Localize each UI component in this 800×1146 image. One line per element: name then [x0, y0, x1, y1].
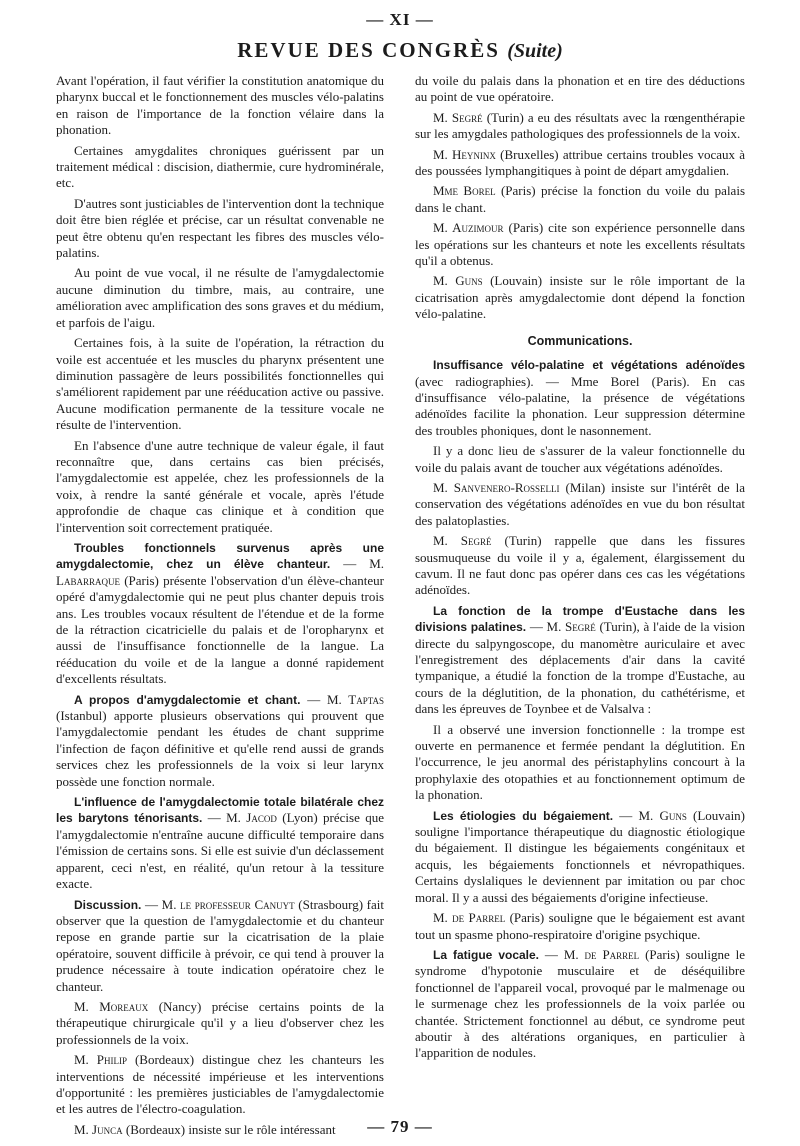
paragraph: [56, 438, 384, 536]
author-name: M. Sanvenero-Rosselli: [433, 479, 560, 495]
author-name: M. de Parrel: [433, 910, 506, 926]
rubric-title: A propos d'amygdalectomie et chant.: [74, 692, 301, 707]
page-number: — 79 —: [367, 1117, 433, 1136]
paragraph: [415, 533, 745, 599]
paragraph: [415, 110, 745, 143]
paragraph-text: (Paris) souligne le syndrome d'hypotonie musculaire et de déséquilibre fonctionnel de l'appareil vocal, provoqué par le malmenage ou le surmenage chez les professionnels de la voix parlée ou chantée. Strictement fonctionnel au début, ce syndrome peut aboutir à des altérations organiques, en particulier à l'apparition de nodules.: [415, 946, 745, 1061]
rubric-title: Troubles fonctionnels survenus après une amygdalectomie, chez un élève chanteur.: [56, 540, 384, 572]
paragraph-text: D'autres sont justiciables de l'intervention dont la technique doit être bien réglée et précise, car un résultat convenable ne peut être obtenu qu'en respectant les fibres des muscles vélo-palatins.: [56, 195, 384, 261]
paragraph: [415, 183, 745, 216]
author-name: M. Philip: [74, 1052, 127, 1068]
paragraph: [415, 147, 745, 180]
author-name: M. Junca: [74, 1121, 123, 1137]
paragraph-text: (Turin) rappelle que dans les fissures sousmuqueuse du voile il y a, également, élargissement du cavum. Il ne faut donc pas opérer dans ces cas les végétations adénoïdes.: [415, 533, 746, 598]
author-name: M. Heyninx: [433, 146, 496, 162]
paragraph: [415, 273, 745, 322]
paragraph: La fatigue vocale. — M. de Parrel (Paris) souligne le syndrome d'hypotonie musculaire et de déséquilibre fonctionnel de l'appareil vocal, provoqué par le malmenage ou le surmenage chez les professionnels de la voix parlée ou chantée. Strictement fonctionnel au début, ce syndrome peut aboutir à des altérations organiques, en particulier à l'apparition de nodules.: [415, 946, 745, 1061]
section-heading: Communications.: [527, 333, 633, 348]
rubric-title: L'influence de l'amygdalectomie totale bilatérale chez les barytons ténorisants.: [56, 795, 384, 826]
paragraph-text: (Bordeaux) insiste sur le rôle intéressant: [125, 1121, 336, 1137]
paragraph: L'influence de l'amygdalectomie totale bilatérale chez les barytons ténorisants. — M. Jacod (Lyon) précise que l'amygdalectomie n'entraîne aucune difficulté temporaire dans l'émission de certains sons. Si elle est suivie d'un déclassement apparent, ceci n'est, en réalité, qu'un retour à la tessiture exacte.: [56, 795, 385, 892]
author-name: M. Moreaux: [74, 998, 149, 1014]
roman-page-number: — XI —: [366, 10, 434, 29]
paragraph-text: (Istanbul) apporte plusieurs observations qui prouvent que l'amygdalectomie pendant les études de chant supprime l'infection de façon définitive et qu'elle rend aussi de grands services chez les professionnels de la voix si leur larynx possède une fonction normale.: [56, 708, 384, 789]
paragraph: Discussion. — M. le professeur Canuyt (Strasbourg) fait observer que la question de l'amygdalectomie et du chanteur repose en grande partie sur la cicatrisation de la plaie opératoire, souvent difficile à prévoir, ce qui tend à prouver la prudence nécessaire à toute indication opératoire chez le chanteur.: [56, 896, 385, 994]
author-name: M. Auzimour: [433, 220, 504, 236]
rubric-title: La fonction de la trompe d'Eustache dans les divisions palatines.: [415, 603, 745, 635]
author-name: M. Taptas: [326, 691, 385, 707]
paragraph-text: Certaines fois, à la suite de l'opération, la rétraction du voile est accentuée et les muscles du pharynx présentent une diminution passagère de leurs possibilités fonctionnelles qui s'améliorent rapidement par une rééducation active ou passive. Aucune modification permanente de la tessiture vocale ne résulte de l'intervention.: [56, 335, 384, 433]
paragraph-text: (avec radiographies). — Mme Borel (Paris). En cas d'insuffisance vélo-palatine, la présence de végétations adénoïdes facilite la phonation. Leur suppression détermine des troubles phoniques, dont le nasonnement.: [415, 373, 745, 438]
author-name: M. Segré: [546, 619, 596, 635]
paragraph: La fonction de la trompe d'Eustache dans les divisions palatines. — M. Segré (Turin), à l'aide de la vision directe du salpyngoscope, du manomètre auriculaire et avec l'enregistrement des déplacements d'air dans la cavité tympanique, a étudié la fonction de la trompe d'Eustache, au cours de la déglutition, de la phonation, du cathétérisme, et dans les épreuves de Toynbee et de Valsalva :: [415, 603, 746, 717]
author-name: M. de Parrel: [563, 946, 640, 962]
paragraph-text: (Turin) a eu des résultats avec la rœngenthérapie sur les amygdales pathologiques des professionnels de la voix.: [415, 109, 745, 142]
paragraph: [56, 999, 384, 1048]
author-name: M. Jacod: [226, 810, 277, 826]
paragraph-text: Certaines amygdalites chroniques guérissent par un traitement médical : discision, diathermie, cure hydrominérale, etc.: [56, 142, 384, 191]
paragraph-text: (Louvain) insiste sur le rôle important de la cicatrisation après amygdalectomie dont dépend la fonction vélo-palatine.: [415, 273, 746, 322]
paragraph-text: (Louvain) souligne l'importance thérapeutique du diagnostic étiologique du bégaiement. Il distingue les bégaiements congénitaux et acquis, les bégaiements fonctionnels et névropathiques. Certains dyslaliques le deviennent par imitation ou par choc moral. Il y a aussi des bégaiements d'origine infectieuse.: [415, 807, 746, 905]
paragraph-text: (Bruxelles) attribue certains troubles vocaux à des poussées lymphangitiques à point de départ amygdalien.: [415, 146, 745, 179]
paragraph: A propos d'amygdalectomie et chant. — M. Taptas (Istanbul) apporte plusieurs observations qui prouvent que l'amygdalectomie pendant les études de chant supprime l'infection de façon définitive et qu'elle rend aussi de grands services chez les professionnels de la voix si leur larynx possède une fonction normale.: [56, 691, 385, 789]
paragraph: [56, 196, 384, 262]
author-name: M. le professeur Canuyt: [161, 896, 295, 912]
rubric-title: Discussion.: [74, 897, 142, 912]
author-name: M. Guns: [638, 807, 687, 823]
paragraph: [415, 73, 745, 106]
author-name: M. Segré: [433, 109, 483, 125]
paragraph: [415, 480, 745, 529]
paragraph: [56, 73, 384, 139]
rubric-title: Insuffisance vélo-palatine et végétations adénoïdes: [433, 358, 745, 373]
paragraph-text: Il y a donc lieu de s'assurer de la valeur fonctionnelle du voile du palais avant de toucher aux végétations adénoïdes.: [415, 443, 745, 475]
paragraph: [56, 265, 384, 331]
paragraph: [415, 722, 745, 804]
running-title: [0, 38, 800, 63]
author-name: M. Labarraque: [56, 556, 384, 588]
paragraph: [415, 220, 745, 269]
running-title-suffix: (Suite): [507, 40, 563, 62]
running-title-text: REVUE DES CONGRÈS: [237, 38, 500, 62]
paragraph-text: (Lyon) précise que l'amygdalectomie n'entraîne aucune difficulté temporaire dans l'émission de certains sons. Si elle est suivie d'un déclassement apparent, ceci n'est, en réalité, qu'un retour à la tessiture exacte.: [56, 810, 385, 892]
paragraph-text: (Bordeaux) distingue chez les chanteurs les interventions de nécessité impérieuse et les interventions d'opportunité : les premières justiciables de l'amygdalectomie et les autres de l'électro-coagulation.: [56, 1052, 385, 1117]
paragraph-text: (Turin), à l'aide de la vision directe du salpyngoscope, du manomètre auriculaire et avec l'enregistrement des déplacements d'air dans la cavité tympanique, a étudié la fonction de la trompe d'Eustache, au cours de la déglutition, de la phonation, du cathétérisme, et dans les épreuves de Toynbee et de Valsalva :: [415, 619, 746, 717]
paragraph: [56, 335, 384, 433]
left-column: [56, 73, 384, 1142]
paragraph: [56, 143, 384, 192]
paragraph-text: (Paris) présente l'observation d'un élève-chanteur opéré d'amygdalectomie qui ne peut plus chanter depuis trois ans. Les troubles vocaux résultent de l'étendue et de la forme de la rétraction cicatricielle du palais et de l'oropharynx et aussi de l'insuffisance fonctionnelle de la langue. La rééducation du voile et de la langue a donné rapidement d'excellents résultats.: [56, 572, 385, 687]
paragraph-text: (Paris) souligne que le bégaiement est avant tout un spasme phono-respiratoire d'origine psychique.: [415, 910, 746, 942]
author-name: Mme Borel: [433, 183, 496, 199]
paragraph: [56, 1052, 384, 1118]
paragraph-text: (Milan) insiste sur l'intérêt de la conservation des végétations adénoïdes en vue du bon résultat des palatoplasties.: [415, 479, 745, 528]
paragraph-text: (Paris) cite son expérience personnelle dans les opérations sur les chanteurs et note les excellents résultats qu'il a obtenus.: [415, 220, 745, 269]
paragraph: Les étiologies du bégaiement. — M. Guns (Louvain) souligne l'importance thérapeutique du diagnostic étiologique du bégaiement. Il distingue les bégaiements congénitaux et acquis, les bégaiements fonctionnels et névropathiques. Certains dyslaliques le deviennent par imitation ou par choc moral. Il y a aussi des bégaiements d'origine infectieuse.: [415, 807, 746, 905]
paragraph: [415, 443, 745, 476]
author-name: M. Guns: [433, 273, 483, 289]
paragraph: [415, 357, 745, 439]
rubric-title: Les étiologies du bégaiement.: [433, 808, 614, 823]
paragraph-text: (Nancy) précise certains points de la thérapeutique chirurgicale qu'il y a lieu d'observer chez les professionnels de la voix.: [56, 998, 384, 1047]
rubric-title: La fatigue vocale.: [433, 947, 540, 962]
paragraph-text: (Paris) précise la fonction du voile du palais dans le chant.: [415, 183, 745, 215]
paragraph-text: du voile du palais dans la phonation et en tire des déductions au point de vue opératoire.: [415, 73, 745, 105]
author-name: M. Segré: [433, 533, 492, 549]
paragraph: [415, 910, 745, 943]
paragraph-text: Au point de vue vocal, il ne résulte de l'amygdalectomie aucune diminution du timbre, mais, au contraire, une amélioration avec amplification des sons graves et du médium, et parfois de l'aigu.: [56, 265, 384, 330]
right-column: [415, 73, 745, 1066]
paragraph-text: Il a observé une inversion fonctionnelle : la trompe est ouverte en permanence et fermée pendant la déglutition. En l'occurrence, le jeu anormal des péristaphylins concourt à la prophylaxie des otopathies et au fonctionnement optimum de la phonation.: [415, 721, 745, 803]
paragraph-text: En l'absence d'une autre technique de valeur égale, il faut reconnaître que, dans certains cas bien précisés, l'amygdalectomie est appelée, chez les professionnels de la voix, à rendre la santé générale et vocale, après l'étude approfondie de chaque cas clinique et à condition que l'intervention soit correctement pratiquée.: [56, 437, 384, 535]
paragraph-text: Avant l'opération, il faut vérifier la constitution anatomique du pharynx buccal et le fonctionnement des muscles vélo-palatins en raison de l'importance de la fonction vélaire dans la phonation.: [56, 73, 384, 138]
paragraph: Troubles fonctionnels survenus après une amygdalectomie, chez un élève chanteur. — M. Labarraque (Paris) présente l'observation d'un élève-chanteur opéré d'amygdalectomie qui ne peut plus chanter depuis trois ans. Les troubles vocaux résultent de l'étendue et de la forme de la rétraction cicatricielle du palais et de l'oropharynx et aussi de l'insuffisance fonctionnelle de la langue. La rééducation du voile et de la langue a donné rapidement d'excellents résultats.: [56, 540, 385, 687]
paragraph-text: (Strasbourg) fait observer que la question de l'amygdalectomie et du chanteur repose en grande partie sur la cicatrisation de la plaie opératoire, souvent difficile à prévoir, ce qui tend à prouver la prudence nécessaire à toute indication opératoire chez le chanteur.: [56, 896, 385, 994]
